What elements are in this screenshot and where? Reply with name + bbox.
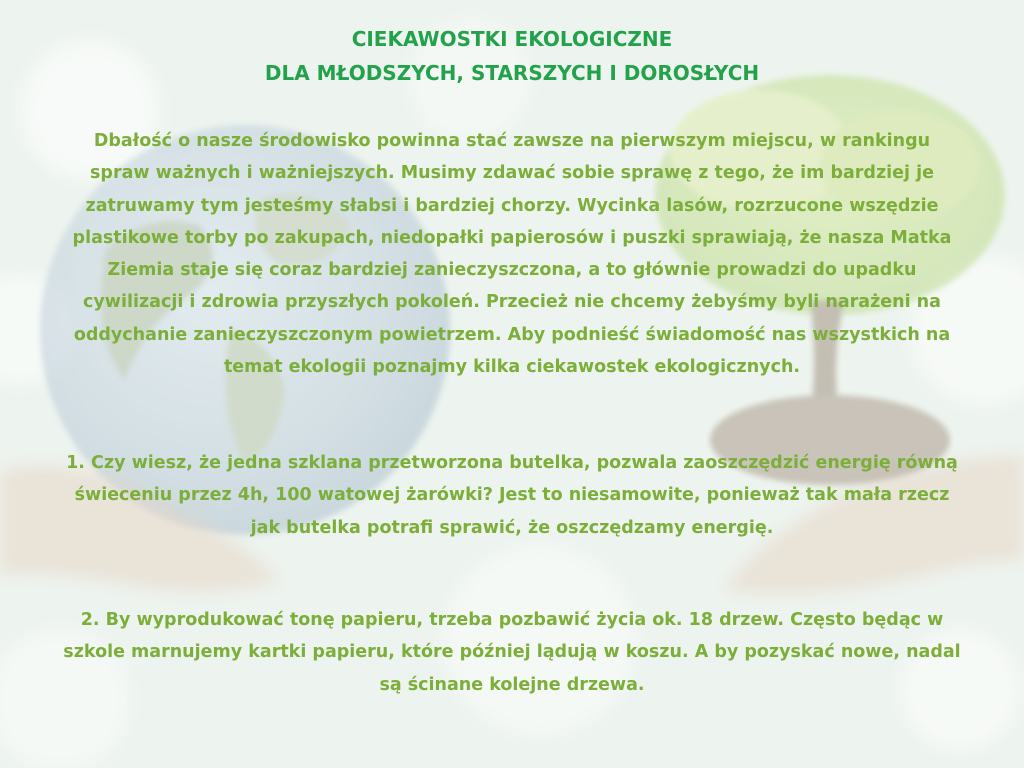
fact-1-paragraph: 1. Czy wiesz, że jedna szklana przetworzona butelka, pozwala zaoszczędzić energię równą świeceniu przez 4h, 100 watowej żarówki? Jest to niesamowite, ponieważ tak mała rzecz jak butelka potrafi sprawić, że oszczędzamy energię. (66, 453, 958, 538)
fact-2-paragraph: 2. By wyprodukować tonę papieru, trzeba pozbawić życia ok. 18 drzew. Często będąc w szkole marnujemy kartki papieru, które później lądują w koszu. A by pozyskać nowe, nadal są ścinane kolejne drzewa. (63, 610, 961, 695)
title-line-1: CIEKAWOSTKI EKOLOGICZNE (351, 27, 673, 51)
intro-paragraph: Dbałość o nasze środowisko powinna stać zawsze na pierwszym miejscu, w rankingu spraw ważnych i ważniejszych. Musimy zdawać sobie sprawę z tego, że im bardziej je zatruwamy tym jesteśmy słabsi i bardziej chorzy. Wycinka lasów, rozrzucone wszędzie plastikowe torby po zakupach, niedopałki papierosów i puszki sprawiają, że nasza Matka Ziemia staje się coraz bardziej zanieczyszczona, a to głównie prowadzi do upadku cywilizacji i zdrowia przyszłych pokoleń. Przecież nie chcemy żebyśmy byli narażeni na oddychanie zanieczyszczonym powietrzem. Aby podnieść świadomość nas wszystkich na temat ekologii poznajmy kilka ciekawostek ekologicznych. (72, 131, 952, 378)
page-title (0, 22, 1024, 90)
title-line-2: DLA MŁODSZYCH, STARSZYCH I DOROSŁYCH (264, 61, 760, 85)
